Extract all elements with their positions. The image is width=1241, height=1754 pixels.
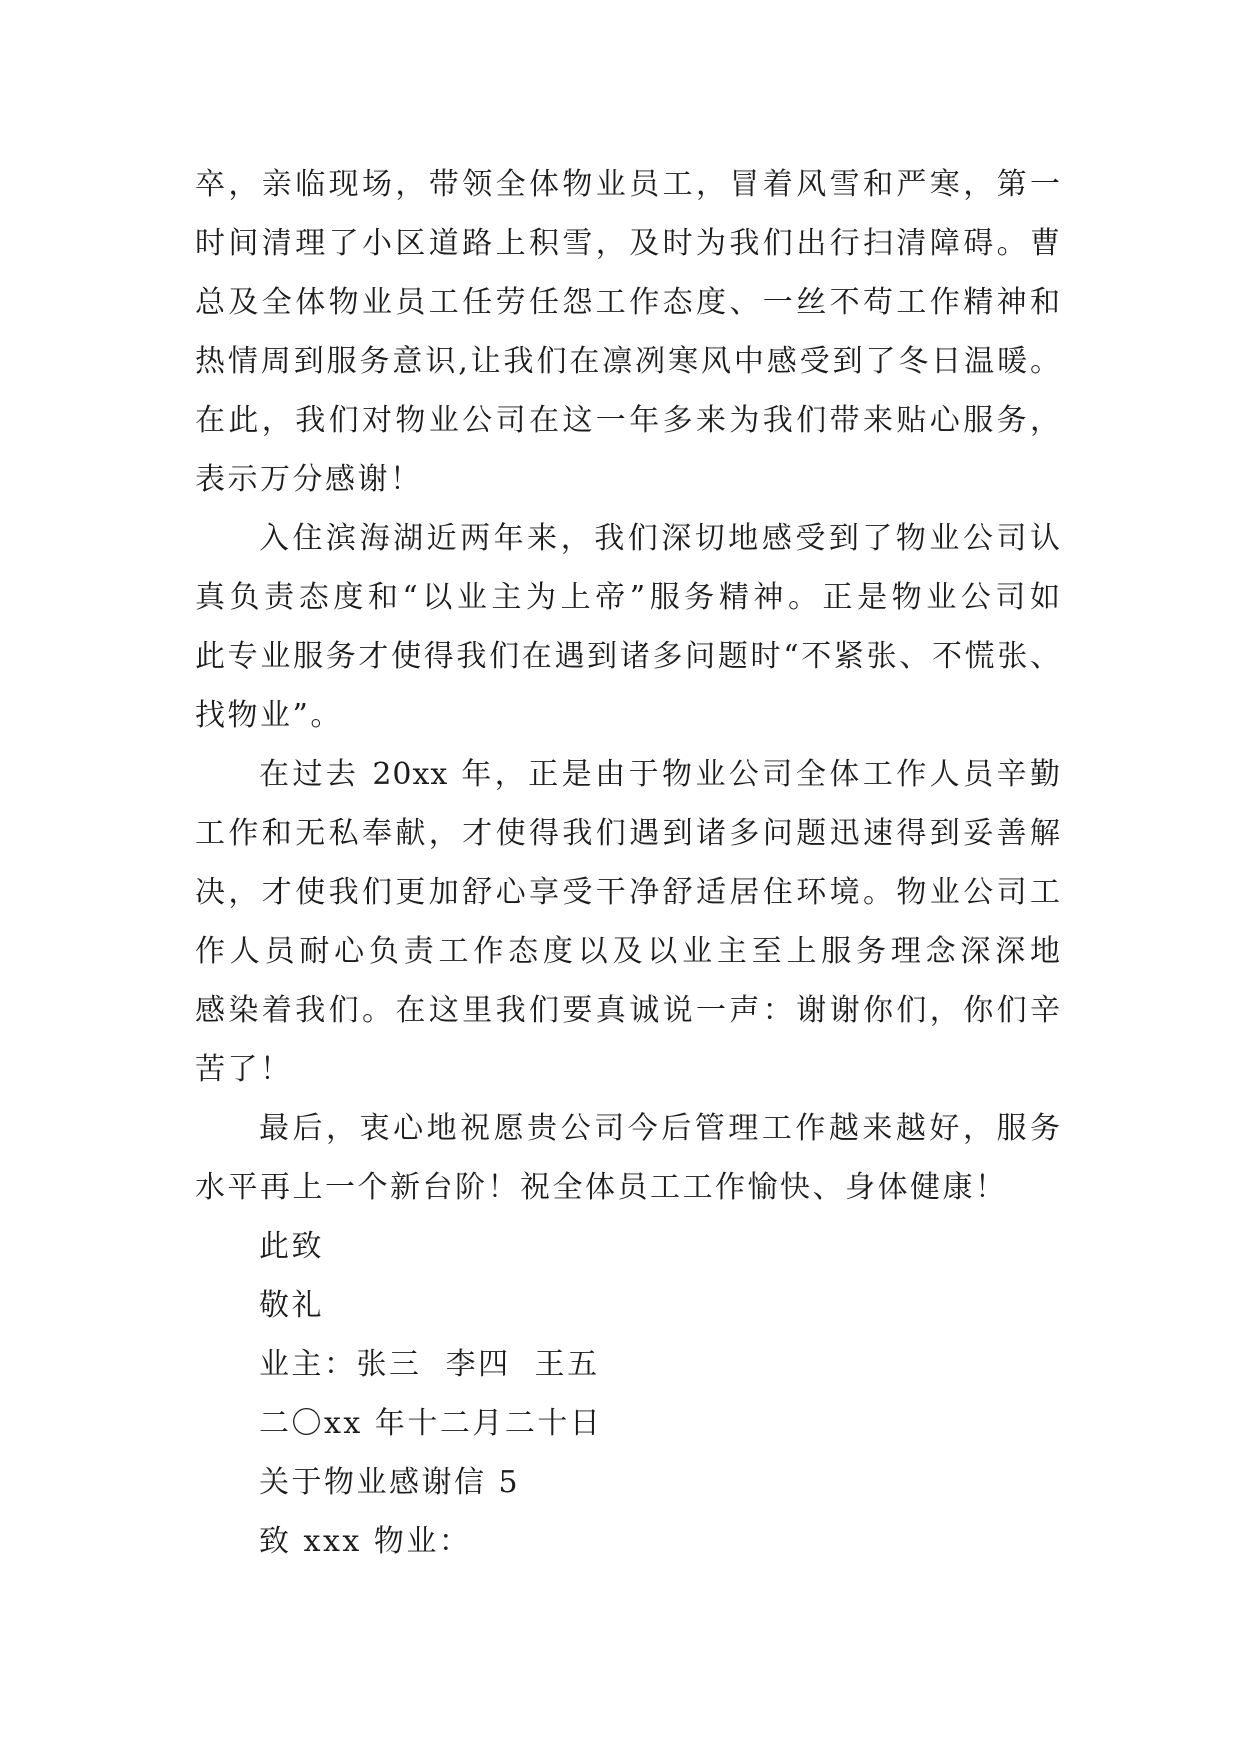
text-line: 在过去 20xx 年，正是由于物业公司全体工作人员辛勤 xyxy=(259,757,1061,792)
text-line: 卒，亲临现场，带领全体物业员工，冒着风雪和严寒，第一 xyxy=(195,167,1061,202)
text-line: 时间清理了小区道路上积雪，及时为我们出行扫清障碍。曹 xyxy=(195,226,1061,261)
text-line: 工作和无私奉献，才使得我们遇到诸多问题迅速得到妥善解 xyxy=(195,816,1061,851)
paragraph xyxy=(195,1099,1061,1217)
text-line: 热情周到服务意识,让我们在凛冽寒风中感受到了冬日温暖。 xyxy=(195,344,1061,379)
closing-regards: 敬礼 xyxy=(259,1288,324,1323)
text-line: 找物业”。 xyxy=(195,698,343,733)
text-line: 入住滨海湖近两年来，我们深切地感受到了物业公司认 xyxy=(259,521,1061,556)
greeting: 致 xxx 物业： xyxy=(259,1524,472,1559)
paragraph xyxy=(195,155,1061,509)
text-line: 此专业服务才使得我们在遇到诸多问题时“不紧张、不慌张、 xyxy=(195,639,1061,674)
paragraph xyxy=(195,509,1061,745)
date-line: 二〇xx 年十二月二十日 xyxy=(259,1406,603,1441)
letter-body xyxy=(195,155,1061,1571)
closing-salutation: 此致 xyxy=(259,1229,324,1264)
text-line: 表示万分感谢！ xyxy=(195,462,423,497)
text-line: 在此，我们对物业公司在这一年多来为我们带来贴心服务， xyxy=(195,403,1061,438)
text-line: 感染着我们。在这里我们要真诚说一声：谢谢你们，你们辛 xyxy=(195,993,1061,1028)
text-line: 真负责态度和“以业主为上帝”服务精神。正是物业公司如 xyxy=(195,580,1061,615)
signature: 业主：张三 李四 王五 xyxy=(259,1347,600,1382)
paragraph xyxy=(195,745,1061,1099)
text-line: 苦了！ xyxy=(195,1052,293,1087)
text-line: 总及全体物业员工任劳任怨工作态度、一丝不苟工作精神和 xyxy=(195,285,1061,320)
text-line: 决，才使我们更加舒心享受干净舒适居住环境。物业公司工 xyxy=(195,875,1061,910)
text-line: 作人员耐心负责工作态度以及以业主至上服务理念深深地 xyxy=(195,934,1061,969)
text-line: 水平再上一个新台阶！祝全体员工工作愉快、身体健康！ xyxy=(195,1170,1008,1205)
text-line: 最后，衷心地祝愿贵公司今后管理工作越来越好，服务 xyxy=(259,1111,1061,1146)
letter-title: 关于物业感谢信 5 xyxy=(259,1465,521,1500)
